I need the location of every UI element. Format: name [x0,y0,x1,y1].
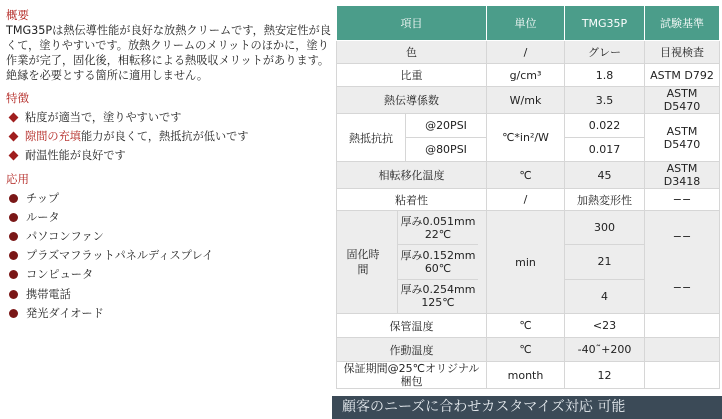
list-item: コンピュータ [6,265,331,284]
table-row: 固化時間 厚み0.051mm 22℃ 厚み0.152mm 60℃ 厚み0.254mm 125℃ min 300 21 4 −− −− [337,211,720,314]
list-item: 粘度が適当で，塗りやすいです [6,108,331,127]
features-title: 特徴 [6,91,29,105]
table-row: 相転移化温度 ℃ 45 ASTM D3418 [337,162,720,189]
spec-table [336,5,720,389]
header-standard: 試験基準 [645,6,720,41]
product-description [6,8,331,329]
list-item: 発光ダイオード [6,304,331,323]
table-header [337,6,720,41]
table-row: 比重 g/cm³ 1.8 ASTM D792 [337,64,720,87]
header-item: 項目 [337,6,487,41]
table-row: 色 / グレー 目視検査 [337,41,720,64]
features-list [6,108,331,166]
circle-bullet-icon [9,290,18,299]
overview-title: 概要 [6,8,29,22]
applications-title: 応用 [6,171,29,186]
highlight-text: 隙間の充填 [25,130,81,144]
circle-bullet-icon [9,270,18,279]
list-item: チップ [6,189,331,208]
list-item: プラズマフラットパネルディスプレイ [6,246,331,265]
circle-bullet-icon [9,194,18,203]
customization-banner: 顧客のニーズに合わせカスタマイズ対応 可能 [332,396,722,419]
diamond-bullet-icon [9,113,19,123]
table-row: 保管温度 ℃ <23 [337,314,720,338]
circle-bullet-icon [9,251,18,260]
header-unit: 単位 [487,6,565,41]
list-item: 隙間の充填 能力が良くて，熱抵抗が低いです [6,127,331,146]
table-row: 熱伝導係数 W/mk 3.5 ASTM D5470 [337,87,720,114]
table-row: 作動温度 ℃ -40˜+200 [337,338,720,362]
circle-bullet-icon [9,232,18,241]
header-product: TMG35P [565,6,645,41]
diamond-bullet-icon [9,132,19,142]
table-row: 熱抵抗抗 @20PSI @80PSI ℃*in²/W 0.022 0.017 ASTM D5470 [337,114,720,162]
diamond-bullet-icon [9,151,19,161]
list-item: 耐温性能が良好です [6,146,331,165]
overview-text: TMG35Pは熱伝導性能が良好な放熱クリームです，熱安定性が良くて，塗りやすいです。放熱クリームのメリットのほかに，塗り作業が完了，固化後，相転移による熱吸収メリットがあります。絶縁を必要とする箇所に適用しません。 [6,24,331,82]
applications-list [6,189,331,323]
table-row: 保証期間@25℃オリジナル梱包 month 12 [337,362,720,389]
circle-bullet-icon [9,213,18,222]
table-row: 粘着性 / 加熱変形性 −− [337,189,720,211]
circle-bullet-icon [9,309,18,318]
list-item: ルータ [6,208,331,227]
list-item: パソコンファン [6,227,331,246]
list-item: 携帯電話 [6,285,331,304]
